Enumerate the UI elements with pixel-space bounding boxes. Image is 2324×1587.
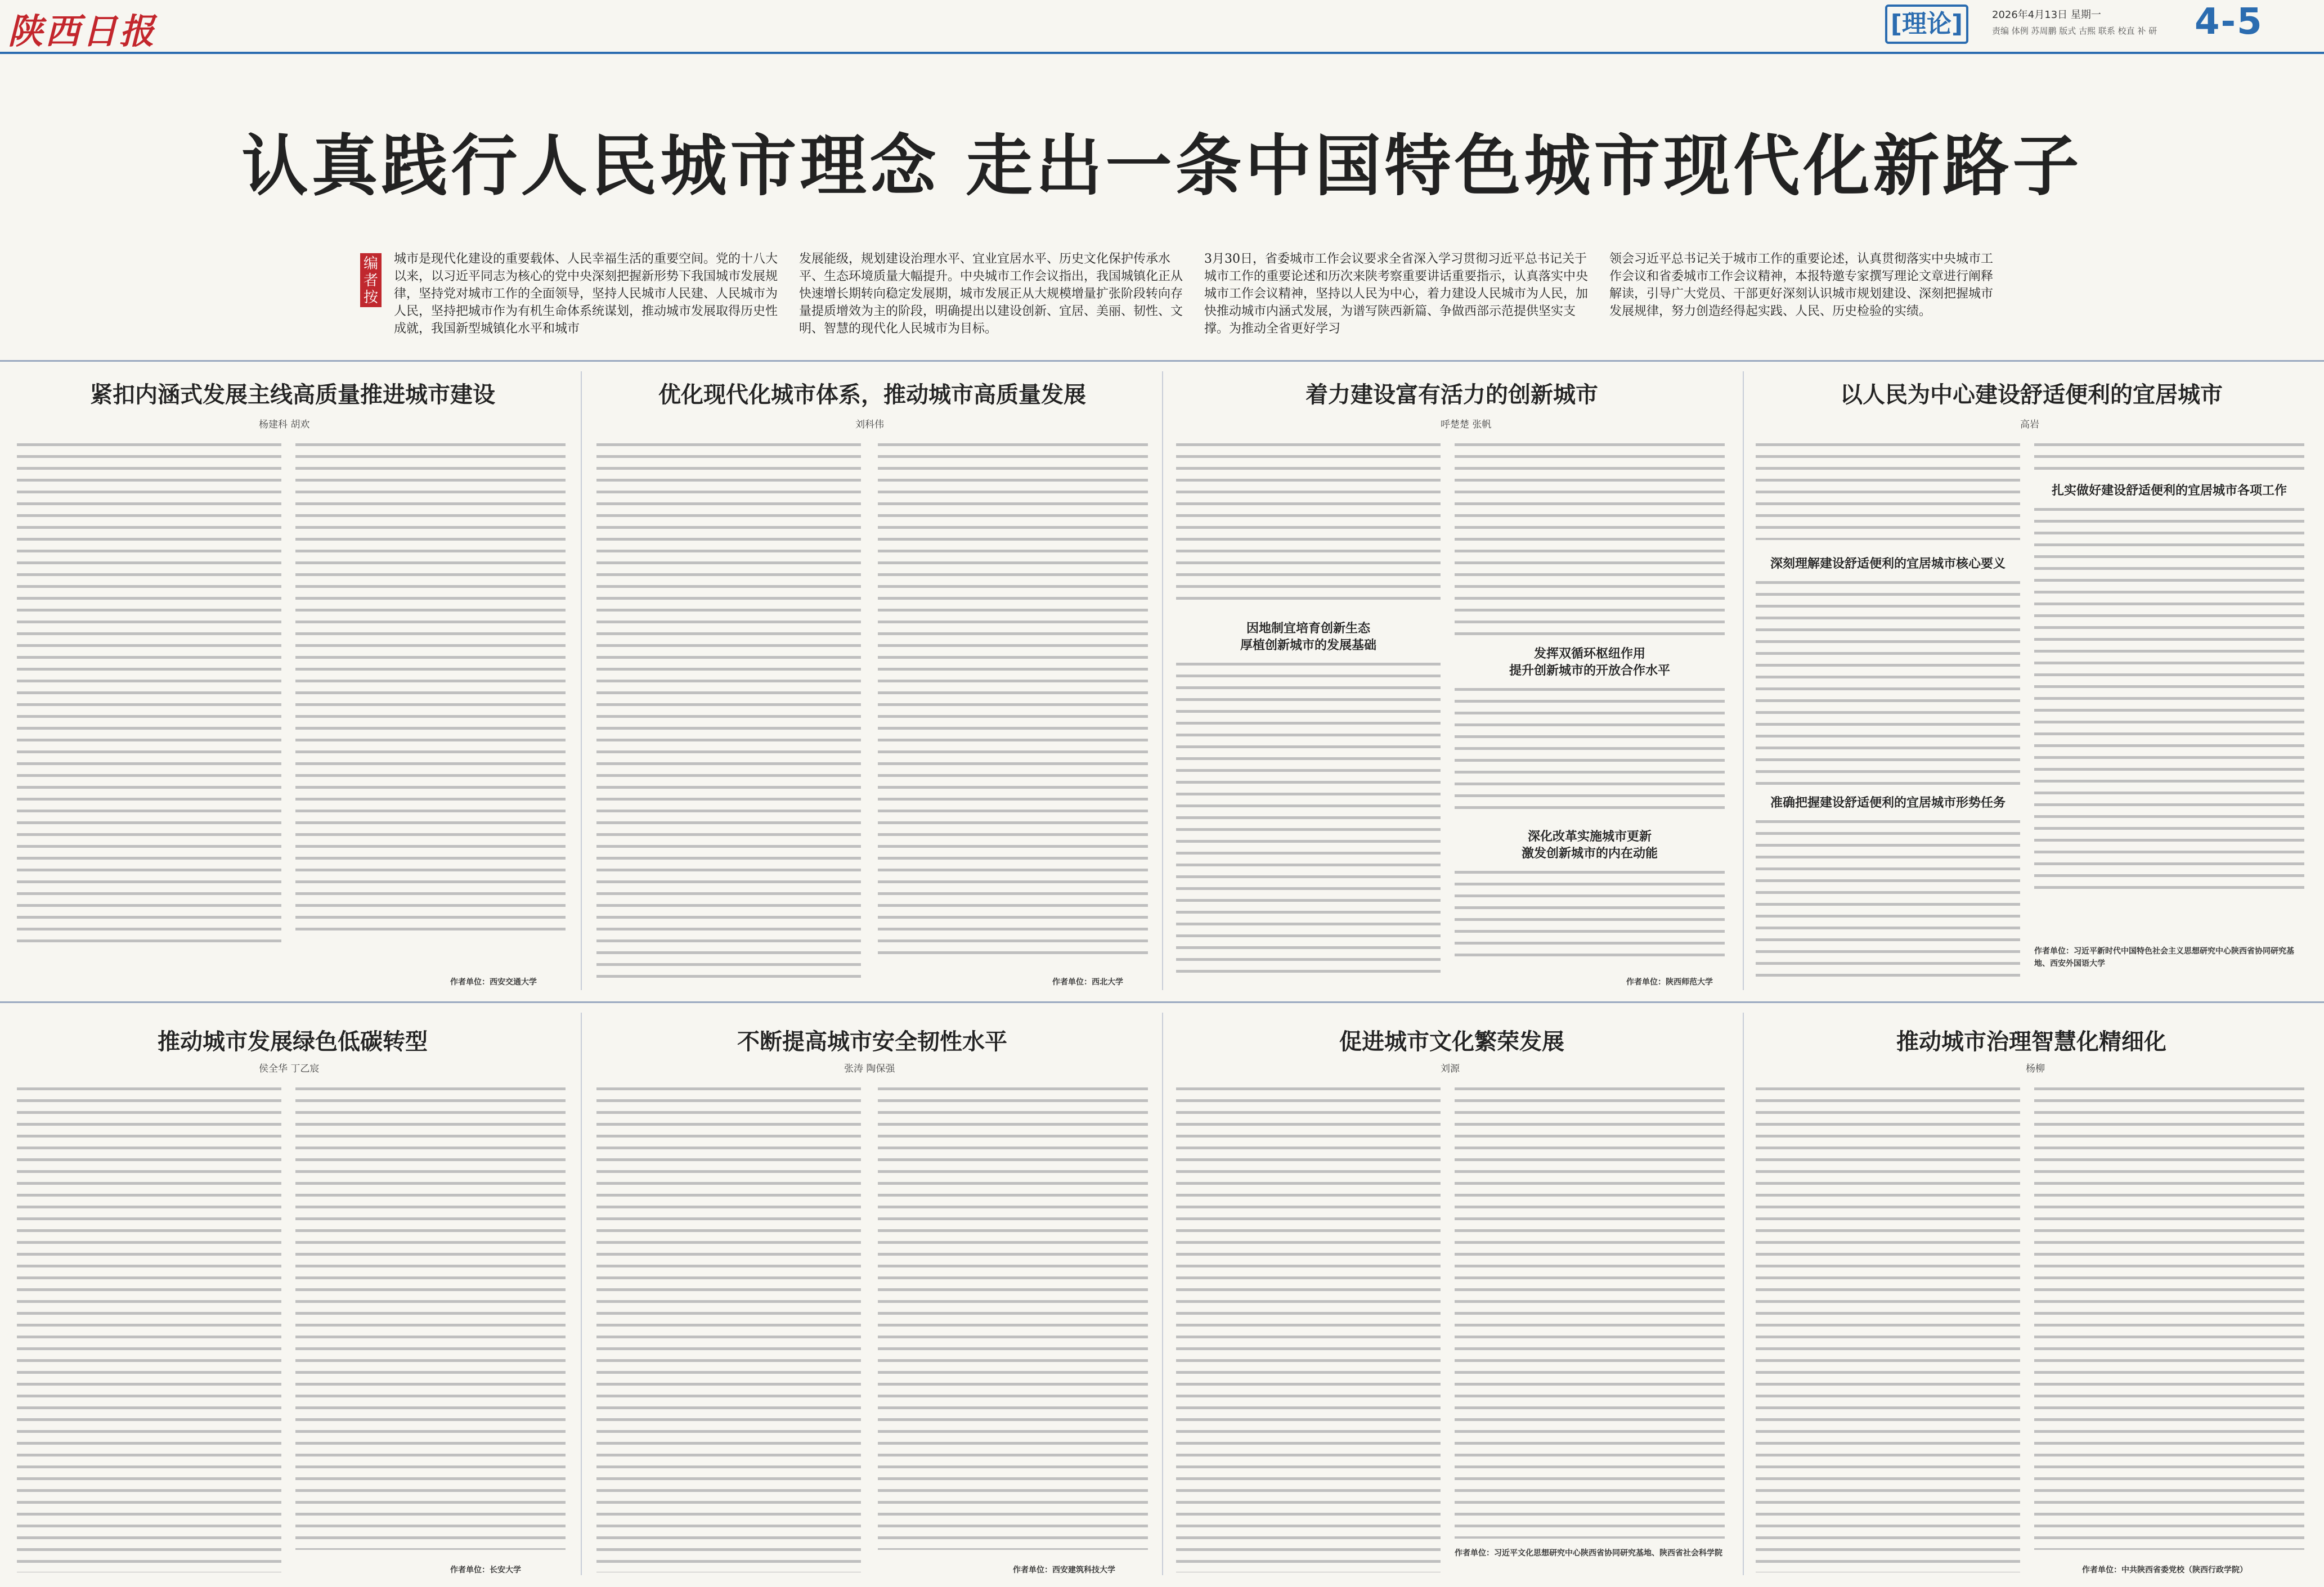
column-divider [1162, 1013, 1163, 1575]
article-body [1756, 439, 2020, 540]
author-affiliation: 作者单位：长安大学 [450, 1566, 521, 1575]
section-name: 理论 [1902, 10, 1951, 38]
article-subhead: 深化改革实施城市更新 [1527, 830, 1652, 844]
article-subhead: 因地制宜培育创新生态 [1246, 622, 1370, 636]
article-body [1176, 439, 1441, 608]
column-divider [1743, 371, 1744, 990]
article-body [1455, 1083, 1725, 1539]
article-byline: 侯全华 丁乙宸 [259, 1063, 320, 1075]
author-affiliation: 作者单位：习近平新时代中国特色社会主义思想研究中心陕西省协同研究基地、西安外国语大学 [2034, 947, 2294, 968]
article-subhead: 激发创新城市的内在动能 [1521, 847, 1658, 861]
article-title: 不断提高城市安全韧性水平 [737, 1029, 1007, 1055]
article-body [878, 439, 1148, 956]
author-affiliation: 作者单位：西北大学 [1052, 978, 1123, 987]
article-title: 紧扣内涵式发展主线高质量推进城市建设 [90, 382, 495, 408]
article-body [2034, 439, 2304, 473]
editors-note-col-2: 发展能级，规划建设治理水平、宜业宜居水平、历史文化保护传承水平、生态环境质量大幅提升。中央城市工作会议指出，我国城镇化正从快速增长期转向稳定发展期，城市发展正从大规模增量扩张阶段转向存量提质增效为主的阶段，明确提出以建设创新、宜居、美丽、韧性、文明、智慧的现代化人民城市为目标。 [799, 252, 1183, 336]
article-body [596, 439, 861, 979]
article-byline: 杨建科 胡欢 [259, 419, 310, 430]
article-body [1455, 866, 1725, 962]
article-title: 优化现代化城市体系，推动城市高质量发展 [658, 382, 1086, 408]
author-affiliation: 作者单位：陕西师范大学 [1626, 978, 1713, 987]
author-affiliation: 作者单位：中共陕西省委党校（陕西行政学院） [2082, 1566, 2247, 1575]
article-body [295, 1083, 566, 1550]
article-body [17, 439, 281, 945]
author-affiliation: 作者单位：西安交通大学 [450, 978, 537, 987]
column-divider [1743, 1013, 1744, 1575]
page-number: 4-5 [2195, 1, 2263, 43]
article-byline: 刘源 [1441, 1063, 1460, 1075]
article-subhead: 厚植创新城市的发展基础 [1240, 639, 1376, 653]
article-body [1455, 684, 1725, 813]
article-body [596, 1083, 861, 1572]
author-affiliation: 作者单位：习近平文化思想研究中心陕西省协同研究基地、陕西省社会科学院 [1455, 1549, 1722, 1558]
article-body [878, 1083, 1148, 1550]
article-title: 推动城市发展绿色低碳转型 [158, 1029, 428, 1055]
column-divider [581, 1013, 582, 1575]
masthead [0, 0, 2324, 54]
article-body [1176, 658, 1441, 973]
article-subhead: 扎实做好建设舒适便利的宜居城市各项工作 [2051, 484, 2287, 498]
article-byline: 张涛 陶保强 [844, 1063, 895, 1075]
article-subhead: 发挥双循环枢纽作用 [1533, 647, 1645, 661]
article-body [1455, 439, 1725, 636]
editors-note-col-1: 城市是现代化建设的重要载体、人民幸福生活的重要空间。党的十八大以来，以习近平同志为核心的党中央深刻把握新形势下我国城市发展规律，坚持党对城市工作的全面领导，坚持人民城市人民建、人民城市为人民，坚持把城市作为有机生命体系统谋划，推动城市发展取得历史性成就，我国新型城镇化水平和城市 [394, 252, 778, 336]
article-body [295, 439, 566, 934]
article-body [17, 1083, 281, 1572]
article-title: 着力建设富有活力的创新城市 [1305, 382, 1598, 408]
column-divider [1162, 371, 1163, 990]
article-body [2034, 1083, 2304, 1550]
editors-note-badge: 编者按 [360, 253, 382, 307]
newspaper-logo: 陕西日报 [8, 11, 157, 52]
editors-note-col-4: 领会习近平总书记关于城市工作的重要论述，认真贯彻落实中央城市工作会议和省委城市工作会议精神，本报特邀专家撰写理论文章进行阐释解读，引导广大党员、干部更好深刻认识城市规划建设、深刻把握城市发展规律，努力创造经得起实践、人民、历史检验的实绩。 [1609, 252, 1994, 318]
issue-date: 2026年4月13日 星期一 [1992, 9, 2101, 21]
editors-note-col-3: 3月30日，省委城市工作会议要求全省深入学习贯彻习近平总书记关于城市工作的重要论述和历次来陕考察重要讲话重要指示，认真落实中央城市工作会议精神，坚持以人民为中心，着力建设人民城市为人民，加快推动城市内涵式发展，为谱写陕西新篇、争做西部示范提供坚实支撑。为推动全省更好学习 [1204, 252, 1589, 336]
author-affiliation: 作者单位：西安建筑科技大学 [1013, 1566, 1115, 1575]
article-byline: 杨柳 [2026, 1063, 2045, 1075]
article-body [1176, 1083, 1441, 1572]
column-divider [581, 371, 582, 990]
article-subhead: 提升创新城市的开放合作水平 [1509, 664, 1670, 678]
main-headline: 认真践行人民城市理念 走出一条中国特色城市现代化新路子 [241, 127, 2083, 205]
divider-top [0, 360, 2324, 362]
article-body [1756, 816, 2020, 979]
article-body [2034, 503, 2304, 897]
section-tag: [理论] [1885, 5, 1968, 44]
article-byline: 呼楚楚 张帆 [1441, 419, 1492, 430]
article-body [1756, 577, 2020, 785]
article-byline: 高岩 [2020, 419, 2039, 430]
article-byline: 刘科伟 [855, 419, 884, 430]
editor-credits: 责编 体例 苏周鹏 版式 古熙 联系 校直 补 研 [1992, 26, 2157, 36]
article-subhead: 深刻理解建设舒适便利的宜居城市核心要义 [1770, 557, 2006, 571]
article-body [1756, 1083, 2020, 1572]
divider-middle [0, 1001, 2324, 1003]
article-subhead: 准确把握建设舒适便利的宜居城市形势任务 [1770, 796, 2006, 810]
article-title: 促进城市文化繁荣发展 [1339, 1029, 1564, 1055]
article-title: 推动城市治理智慧化精细化 [1896, 1029, 2166, 1055]
article-title: 以人民为中心建设舒适便利的宜居城市 [1840, 382, 2223, 408]
